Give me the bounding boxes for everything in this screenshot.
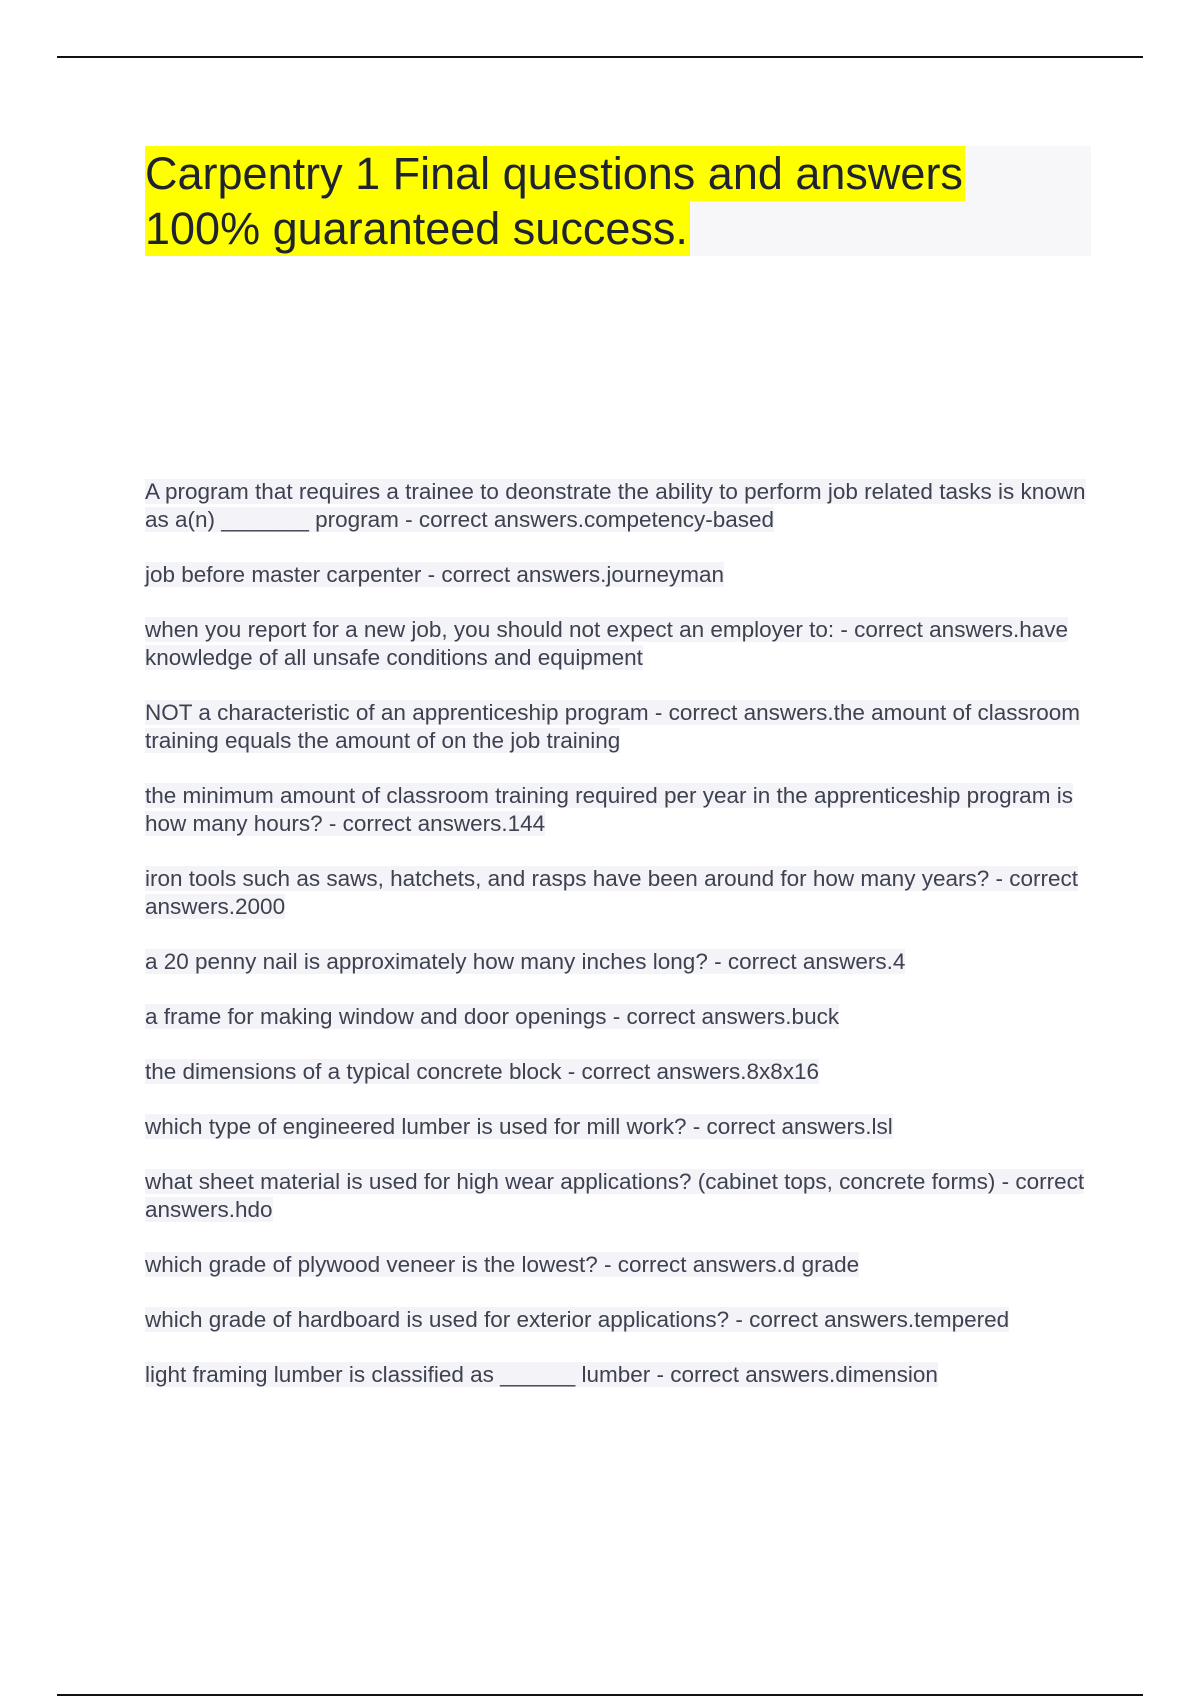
qa-item: which grade of hardboard is used for exterior applications? - correct answers.tempered (145, 1307, 1010, 1332)
top-rule (57, 56, 1143, 58)
qa-item: iron tools such as saws, hatchets, and rasps have been around for how many years? - correct answers.2000 (145, 866, 1078, 919)
document-title-line-1: Carpentry 1 Final questions and answers (145, 148, 963, 199)
qa-item: which grade of plywood veneer is the lowest? - correct answers.d grade (145, 1252, 860, 1277)
qa-item: what sheet material is used for high wear applications? (cabinet tops, concrete forms) - correct answers.hdo (145, 1169, 1085, 1222)
bottom-rule (57, 1694, 1143, 1696)
qa-item: light framing lumber is classified as ______ lumber - correct answers.dimension (145, 1362, 938, 1387)
qa-item: NOT a characteristic of an apprenticeship program - correct answers.the amount of classroom training equals the amount of on the job training (145, 700, 1080, 753)
qa-item: when you report for a new job, you should not expect an employer to: - correct answers.have knowledge of all unsafe conditions and equipment (145, 617, 1068, 670)
qa-item: the minimum amount of classroom training required per year in the apprenticeship program is how many hours? - correct answers.144 (145, 783, 1073, 836)
title-block (145, 146, 1091, 256)
qa-item: which type of engineered lumber is used for mill work? - correct answers.lsl (145, 1114, 893, 1139)
question-answer-list (145, 478, 1091, 1416)
document-title-line-2: 100% guaranteed success. (145, 203, 688, 254)
qa-item: job before master carpenter - correct answers.journeyman (145, 562, 725, 587)
qa-item: a 20 penny nail is approximately how many inches long? - correct answers.4 (145, 949, 906, 974)
qa-item: the dimensions of a typical concrete block - correct answers.8x8x16 (145, 1059, 820, 1084)
qa-item: a frame for making window and door openings - correct answers.buck (145, 1004, 840, 1029)
qa-item: A program that requires a trainee to deonstrate the ability to perform job related tasks is known as a(n) _______ program - correct answers.competency-based (145, 479, 1086, 532)
